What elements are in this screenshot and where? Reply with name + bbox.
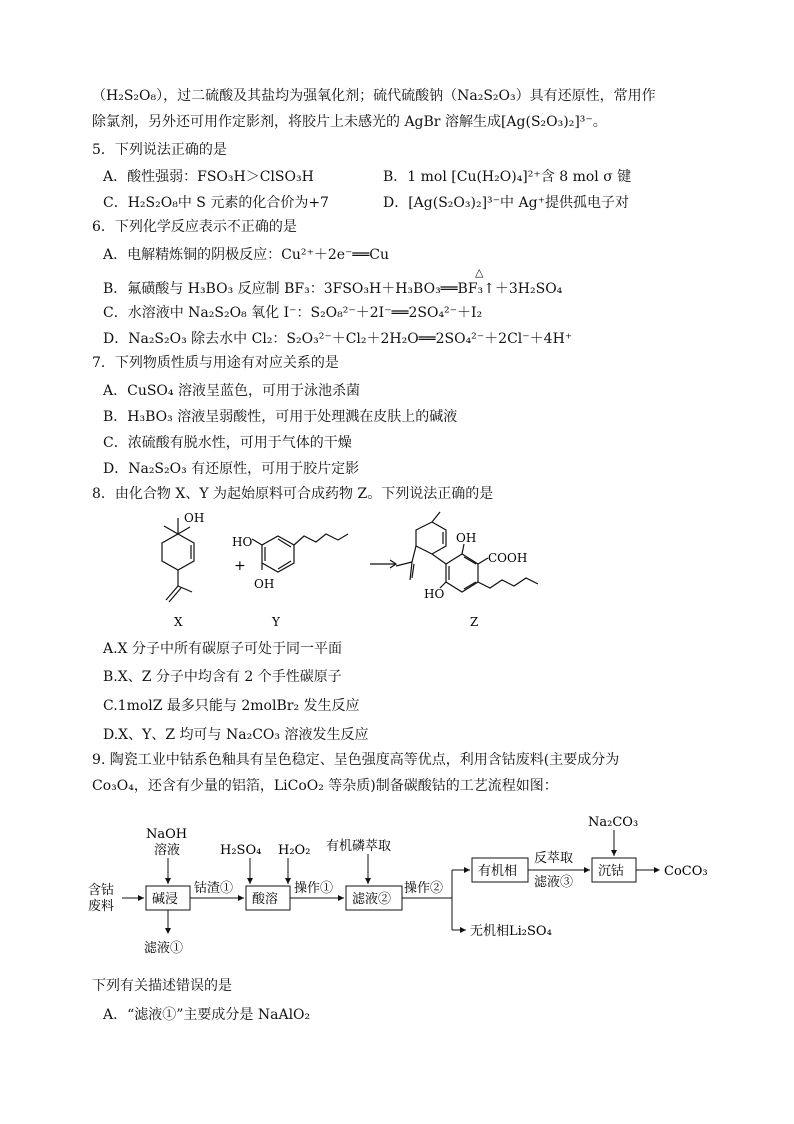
naoh-label-1: NaOH: [146, 827, 188, 842]
z-label: Z: [470, 615, 479, 629]
op1-label: 操作①: [294, 881, 334, 896]
filtrate2-label: 滤液②: [352, 892, 392, 907]
q6-option-b: B．氟磺酸与 H₃BO₃ 反应制 BF₃：3FSO₃H＋H₃BO₃══BF₃↑＋3H₂SO₄: [103, 281, 563, 297]
feed-label-1: 含钴: [88, 883, 115, 898]
z-oh-label: OH: [456, 531, 477, 545]
q9-process-flow-diagram: [80, 806, 720, 966]
q8-option-a: A.X 分子中所有碳原子可处于同一平面: [103, 641, 342, 657]
aqueous-label: 无机相Li₂SO₄: [470, 924, 552, 939]
op2-label: 操作②: [404, 881, 444, 896]
q8-option-d: D.X、Y、Z 均可与 Na₂CO₃ 溶液发生反应: [103, 727, 369, 743]
na2co3-label: Na₂CO₃: [588, 815, 639, 830]
heat-symbol: △: [475, 266, 484, 279]
y-ho-label: HO: [232, 535, 253, 549]
q6-option-a: A．电解精炼铜的阴极反应：Cu²⁺＋2e⁻══Cu: [103, 247, 390, 263]
q8-option-b: B.X、Z 分子中均含有 2 个手性碳原子: [103, 669, 342, 685]
q6-stem: 6．下列化学反应表示不正确的是: [92, 219, 297, 235]
intro-line-2: 除氯剂，另外还可用作定影剂，将胶片上未感光的 AgBr 溶解生成[Ag(S₂O₃)₂]³⁻。: [92, 114, 607, 130]
q5-option-b: B．1 mol [Cu(H₂O)₄]²⁺含 8 mol σ 键: [383, 169, 632, 185]
q8-option-c: C.1molZ 最多只能与 2molBr₂ 发生反应: [103, 698, 360, 714]
feed-label-2: 废料: [88, 899, 115, 914]
q9-question: 下列有关描述错误的是: [92, 978, 232, 994]
q9-stem-line-1: 9. 陶瓷工业中钴系色釉具有呈色稳定、呈色强度高等优点，利用含钴废料(主要成分为: [92, 752, 620, 768]
y-oh-label: OH: [254, 577, 275, 591]
naoh-label-2: 溶液: [154, 843, 181, 858]
q5-option-a: A．酸性强弱：FSO₃H＞ClSO₃H: [103, 169, 314, 185]
product-label: CoCO₃: [664, 864, 708, 879]
acid-label: 酸溶: [252, 892, 279, 907]
z-cooh-label: COOH: [488, 551, 528, 565]
q5-option-d: D．[Ag(S₂O₃)₂]³⁻中 Ag⁺提供孤电子对: [383, 195, 629, 211]
z-ho-label: HO: [424, 587, 445, 601]
precip-label: 沉钴: [598, 864, 625, 879]
h2so4-label: H₂SO₄: [220, 843, 262, 858]
q9-option-a: A．“滤液①”主要成分是 NaAlO₂: [103, 1007, 311, 1023]
q8-stem: 8．由化合物 X、Y 为起始原料可合成药物 Z。下列说法正确的是: [92, 486, 494, 502]
organic-label: 有机相: [478, 864, 518, 879]
q6-option-c: C．水溶液中 Na₂S₂O₈ 氧化 I⁻：S₂O₈²⁻＋2I⁻══2SO₄²⁻＋I₂: [103, 305, 483, 321]
q5-stem: 5．下列说法正确的是: [92, 142, 227, 158]
x-oh-label: OH: [184, 511, 205, 525]
q8-structures-figure: [150, 508, 570, 630]
q7-option-d: D．Na₂S₂O₃ 有还原性，可用于胶片定影: [103, 461, 360, 477]
leach-label: 碱浸: [152, 892, 179, 907]
h2o2-label: H₂O₂: [278, 843, 311, 858]
q7-option-c: C．浓硫酸有脱水性，可用于气体的干燥: [103, 435, 352, 451]
q7-option-a: A．CuSO₄ 溶液呈蓝色，可用于泳池杀菌: [103, 383, 360, 399]
q9-stem-line-2: Co₃O₄，还含有少量的铝箔，LiCoO₂ 等杂质)制备碳酸钴的工艺流程如图：: [92, 778, 558, 794]
intro-line-1: （H₂S₂O₈），过二硫酸及其盐均为强氧化剂；硫代硫酸钠（Na₂S₂O₃）具有还原性，常用作: [92, 88, 656, 104]
plus-sign: +: [234, 558, 246, 574]
q7-option-b: B．H₃BO₃ 溶液呈弱酸性，可用于处理溅在皮肤上的碱液: [103, 409, 458, 425]
filtrate1-label: 滤液①: [144, 941, 184, 956]
filtrate3-label: 滤液③: [534, 875, 574, 890]
q7-stem: 7．下列物质性质与用途有对应关系的是: [92, 355, 339, 371]
extract-label: 有机磷萃取: [326, 839, 392, 854]
x-label: X: [174, 615, 183, 629]
back-extract-label: 反萃取: [534, 851, 574, 866]
q5-option-c: C．H₂S₂O₈中 S 元素的化合价为+7: [103, 195, 329, 211]
y-label: Y: [272, 615, 280, 629]
slag-label: 钴渣①: [194, 881, 234, 896]
q6-option-d: D．Na₂S₂O₃ 除去水中 Cl₂：S₂O₃²⁻＋Cl₂＋2H₂O══2SO₄²⁻＋2Cl⁻＋4H⁺: [103, 331, 573, 347]
